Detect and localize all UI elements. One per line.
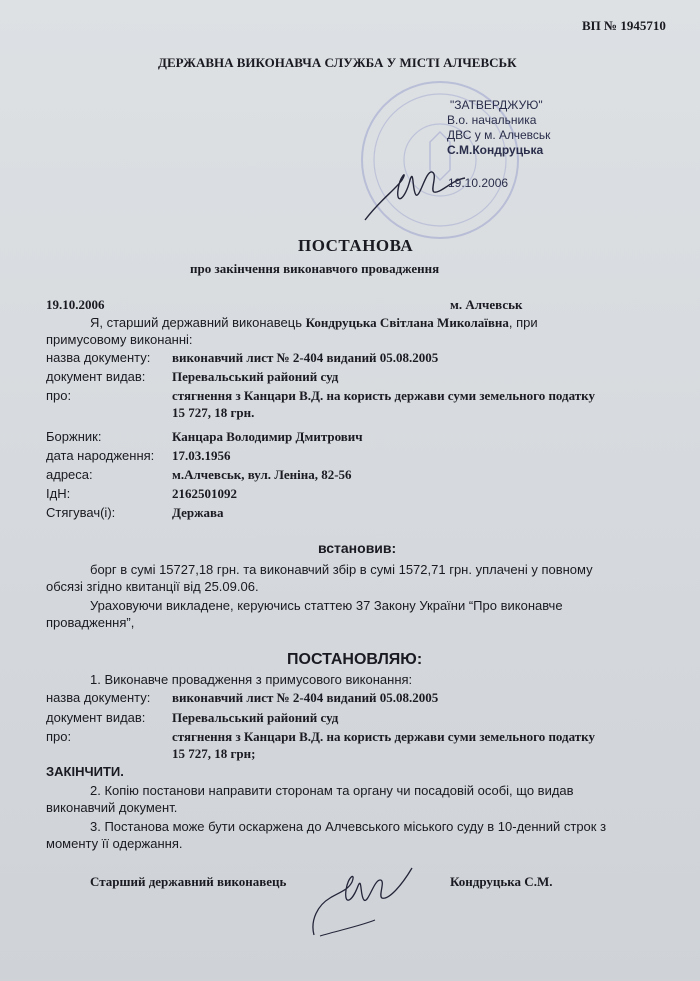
established-paragraph-2: Ураховуючи викладене, керуючись статтею 37 Закону України “Про виконавче: [90, 598, 563, 613]
document-subtitle: про закінчення виконавчого провадження: [190, 261, 440, 276]
intro-line: [90, 315, 538, 331]
field-value: Канцара Володимир Дмитрович: [172, 429, 363, 444]
approval-signature: [360, 150, 470, 230]
field-value: стягнення з Канцари В.Д. на користь держави суми земельного податку: [172, 388, 595, 403]
established-paragraph-2-cont: провадження”,: [46, 615, 135, 630]
signer-name: Кондруцька С.М.: [450, 874, 553, 889]
approval-position: В.о. начальника: [447, 113, 537, 127]
resolve-item-2: 2. Копію постанови направити сторонам та органу чи посадовій особі, що видав: [90, 783, 574, 798]
resolve-item-1: 1. Виконавче провадження з примусового виконання:: [90, 672, 413, 687]
field-value: м.Алчевськ, вул. Леніна, 82-56: [172, 467, 352, 482]
executor-signature: [300, 850, 420, 940]
field-label: документ видав:: [46, 369, 146, 384]
approval-department: ДВС у м. Алчевськ: [447, 128, 551, 142]
field-value: виконавчий лист № 2-404 виданий 05.08.2005: [172, 350, 439, 365]
field-value: стягнення з Канцари В.Д. на користь держави суми земельного податку: [172, 729, 595, 744]
field-label: дата народження:: [46, 448, 155, 463]
field-label: документ видав:: [46, 710, 146, 725]
field-label: адреса:: [46, 467, 93, 482]
resolve-item-2-cont: виконавчий документ.: [46, 800, 178, 815]
resolve-item-3-cont: моменту її одержання.: [46, 836, 183, 851]
resolve-item-3: 3. Постанова може бути оскаржена до Алчевського міського суду в 10-денний строк з: [90, 819, 607, 834]
executor-name: Кондруцька Світлана Миколаївна: [305, 315, 509, 330]
intro-text: Я, старший державний виконавець: [90, 315, 302, 330]
field-value: 2162501092: [172, 486, 237, 501]
intro-line-2: примусовому виконанні:: [46, 332, 193, 347]
field-value: 15 727, 18 грн;: [172, 746, 256, 761]
field-value: Перевальський районий суд: [172, 369, 339, 384]
field-value: 17.03.1956: [172, 448, 231, 463]
signer-title: Старший державний виконавець: [90, 874, 287, 889]
field-label: Боржник:: [46, 429, 102, 444]
document-title: ПОСТАНОВА: [298, 236, 414, 255]
approval-title: "ЗАТВЕРДЖУЮ": [450, 98, 543, 112]
field-label: про:: [46, 729, 72, 744]
intro-tail: , при: [508, 315, 538, 330]
document-city: м. Алчевськ: [450, 297, 523, 312]
document-date: 19.10.2006: [46, 297, 105, 312]
field-value: виконавчий лист № 2-404 виданий 05.08.2005: [172, 690, 439, 705]
issuing-authority-header: ДЕРЖАВНА ВИКОНАВЧА СЛУЖБА У МІСТІ АЛЧЕВСЬК: [158, 55, 517, 70]
approval-date: 19.10.2006: [448, 176, 509, 190]
field-label: про:: [46, 388, 72, 403]
finish-word: ЗАКІНЧИТИ.: [46, 764, 124, 779]
field-label: назва документу:: [46, 690, 151, 705]
approval-signer: С.М.Кондруцька: [447, 143, 544, 157]
established-paragraph-1-cont: обсязі згідно квитанції від 25.09.06.: [46, 579, 259, 594]
document-number: ВП № 1945710: [582, 18, 666, 33]
established-heading: встановив:: [318, 540, 397, 556]
field-label: ІдН:: [46, 486, 71, 501]
established-paragraph-1: борг в сумі 15727,18 грн. та виконавчий збір в сумі 1572,71 грн. уплачені у повному: [90, 562, 593, 577]
field-label: Стягувач(і):: [46, 505, 116, 520]
field-value: Держава: [172, 505, 224, 520]
field-value: 15 727, 18 грн.: [172, 405, 255, 420]
field-value: Перевальський районий суд: [172, 710, 339, 725]
field-label: назва документу:: [46, 350, 151, 365]
resolve-heading: ПОСТАНОВЛЯЮ:: [287, 651, 423, 668]
